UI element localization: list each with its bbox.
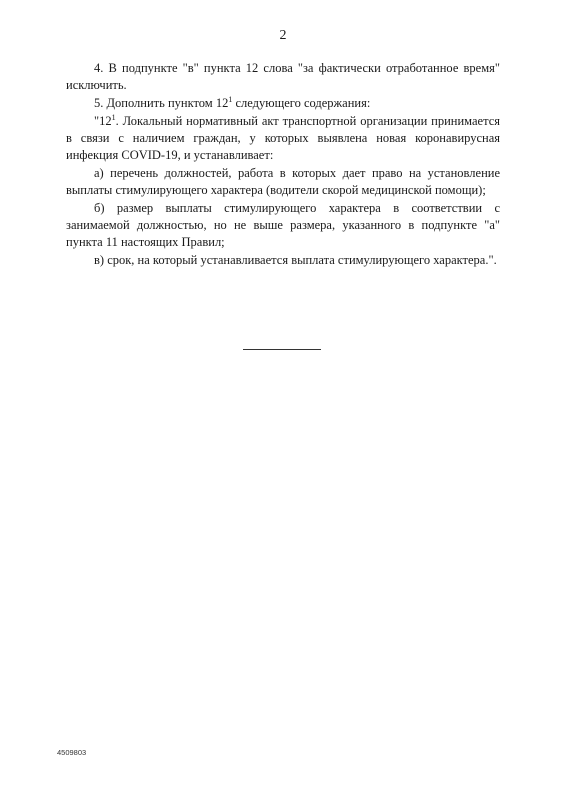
document-code: 4509803 (57, 748, 87, 757)
list-item-a: а) перечень должностей, работа в которых дает право на установление выплаты стимулирующего характера (водители скорой медицинской помощи); (66, 166, 500, 197)
document-body (66, 60, 500, 270)
paragraph-12-1-text-end: . Локальный нормативный акт транспортной организации принимается в связи с наличием граждан, у которых выявлена новая коронавирусная инфекция COVID-19, и устанавливает: (66, 114, 500, 162)
list-item-b: б) размер выплаты стимулирующего характера в соответствии с занимаемой должностью, но не выше размера, указанного в подпункте "а" пункта 11 настоящих Правил; (66, 201, 500, 249)
paragraph-12-1 (66, 113, 500, 164)
paragraph-12-1-text-start: "12 (94, 114, 112, 128)
page-number: 2 (279, 28, 287, 43)
list-item-v: в) срок, на который устанавливается выплата стимулирующего характера.". (94, 253, 497, 267)
paragraph-4: 4. В подпункте "в" пункта 12 слова "за фактически отработанное время" исключить. (66, 61, 500, 92)
paragraph-5 (66, 95, 500, 112)
paragraph-5-text-start: 5. Дополнить пунктом 12 (94, 96, 229, 110)
paragraph-12-1-superscript: 1 (111, 112, 116, 122)
paragraph-5-superscript: 1 (228, 94, 233, 104)
paragraph-5-text-end: следующего содержания: (232, 96, 371, 110)
end-divider (243, 349, 321, 350)
